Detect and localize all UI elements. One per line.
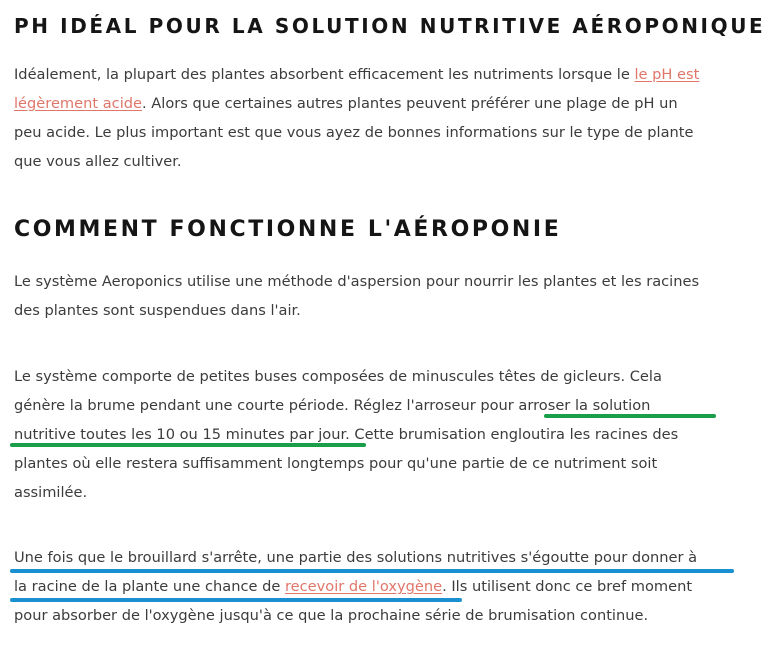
para2-line2: des plantes sont suspendues dans l'air. xyxy=(14,302,301,319)
para3-line5: assimilée. xyxy=(14,484,88,501)
blue-highlight-stroke-2 xyxy=(10,598,462,602)
para4-text: . Ils utilisent donc ce bref moment xyxy=(442,578,693,595)
para4-line1: Une fois que le brouillard s'arrête, une partie des solutions nutritives s'égoutte pour donner à xyxy=(14,549,698,566)
green-highlight-stroke-1 xyxy=(544,414,716,418)
para4-line2 xyxy=(14,577,692,597)
para1-text: Idéalement, la plupart des plantes absorbent efficacement les nutriments lorsque le xyxy=(14,66,635,83)
ph-link-part1[interactable]: le pH est xyxy=(634,66,700,83)
heading-ph: PH IDÉAL POUR LA SOLUTION NUTRITIVE AÉROPONIQUE xyxy=(14,14,766,38)
para3-line3: nutritive toutes les 10 ou 15 minutes par jour. Cette brumisation engloutira les racines des xyxy=(14,426,679,443)
green-highlight-stroke-2 xyxy=(10,443,366,447)
para2-line1: Le système Aeroponics utilise une méthode d'aspersion pour nourrir les plantes et les racines xyxy=(14,273,700,290)
oxygen-link[interactable]: recevoir de l'oxygène xyxy=(285,578,443,595)
para3-line4: plantes où elle restera suffisamment longtemps pour qu'une partie de ce nutriment soit xyxy=(14,455,658,472)
ph-link-part2[interactable]: légèrement acide xyxy=(14,95,143,112)
para1-line3: peu acide. Le plus important est que vous ayez de bonnes informations sur le type de plante xyxy=(14,124,694,141)
para1-text: . Alors que certaines autres plantes peuvent préférer une plage de pH un xyxy=(142,95,678,112)
para1-line4: que vous allez cultiver. xyxy=(14,153,182,170)
para4-text: la racine de la plante une chance de xyxy=(14,578,285,595)
blue-highlight-stroke-1 xyxy=(10,569,734,573)
para1-line1 xyxy=(14,65,699,85)
para3-line2: génère la brume pendant une courte période. Réglez l'arroseur pour arroser la solution xyxy=(14,397,651,414)
para4-line3: pour absorber de l'oxygène jusqu'à ce que la prochaine série de brumisation continue. xyxy=(14,607,649,624)
para1-line2 xyxy=(14,94,678,114)
heading-aeroponie: COMMENT FONCTIONNE L'AÉROPONIE xyxy=(14,217,562,242)
para3-line1: Le système comporte de petites buses composées de minuscules têtes de gicleurs. Cela xyxy=(14,368,662,385)
